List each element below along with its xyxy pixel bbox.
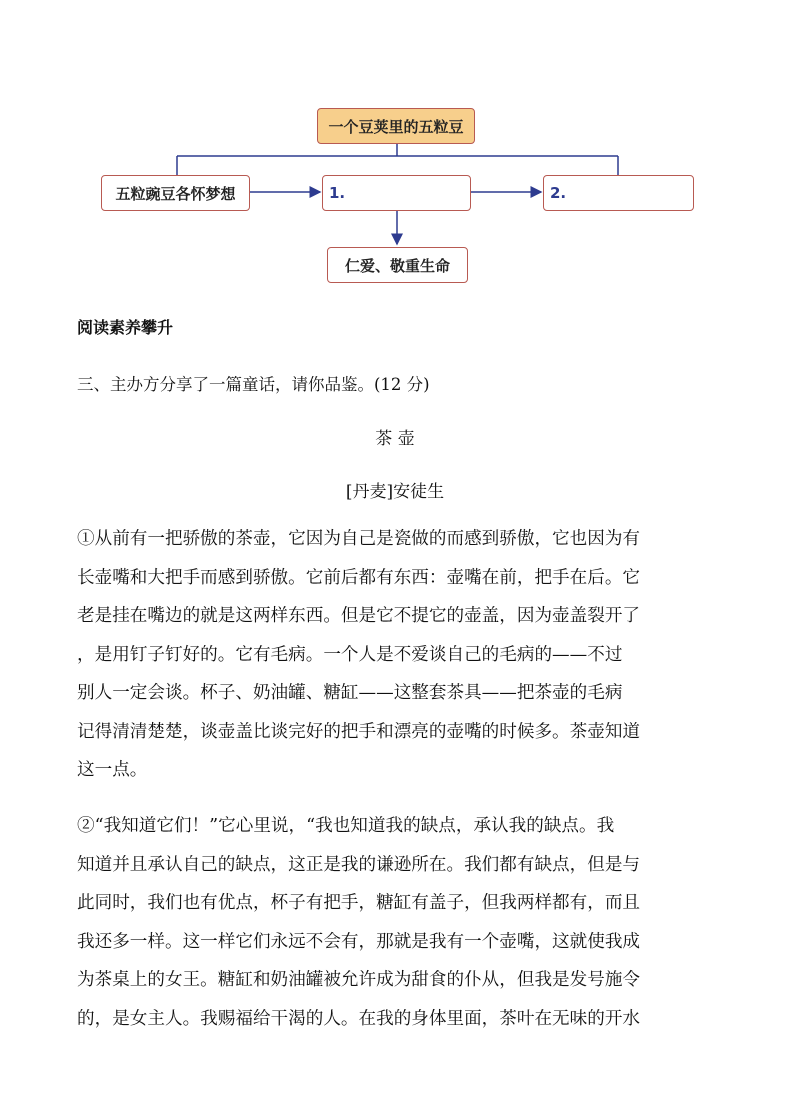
section-heading: 阅读素养攀升 bbox=[77, 318, 174, 337]
story-paragraph-1 bbox=[77, 520, 717, 790]
paragraph-line: 老是挂在嘴边的就是这两样东西。但是它不提它的壶盖，因为壶盖裂开了 bbox=[77, 606, 641, 626]
diagram-blank-1: 1. bbox=[322, 175, 471, 211]
diagram-blank-2: 2. bbox=[543, 175, 694, 211]
mind-map-diagram bbox=[0, 0, 790, 300]
diagram-left-node: 五粒豌豆各怀梦想 bbox=[101, 175, 250, 211]
paragraph-line: 的，是女主人。我赐福给干渴的人。在我的身体里面，茶叶在无味的开水 bbox=[77, 1008, 641, 1029]
paragraph-line: 记得清清楚楚，谈壶盖比谈完好的把手和漂亮的壶嘴的时候多。茶壶知道 bbox=[77, 721, 641, 742]
diagram-bottom-node: 仁爱、敬重生命 bbox=[327, 247, 468, 283]
paragraph-line: 知道并且承认自己的缺点，这正是我的谦逊所在。我们都有缺点，但是与 bbox=[77, 854, 641, 875]
paragraph-line: 这一点。 bbox=[77, 760, 148, 780]
diagram-title-node: 一个豆荚里的五粒豆 bbox=[317, 108, 475, 144]
paragraph-line: ，是用钉子钉好的。它有毛病。一个人是不爱谈自己的毛病的——不过 bbox=[77, 644, 623, 665]
story-author: [丹麦]安徒生 bbox=[345, 482, 445, 502]
paragraph-line: 我还多一样。这一样它们永远不会有，那就是我有一个壶嘴，这就使我成 bbox=[77, 931, 641, 952]
question-prompt: 三、主办方分享了一篇童话，请你品鉴。(12 分) bbox=[77, 375, 430, 394]
story-title: 茶 壶 bbox=[375, 429, 415, 449]
story-paragraph-2 bbox=[77, 807, 717, 1038]
paragraph-line: 此同时，我们也有优点，杯子有把手，糖缸有盖子，但我两样都有，而且 bbox=[77, 893, 641, 913]
paragraph-line: 为茶桌上的女王。糖缸和奶油罐被允许成为甜食的仆从，但我是发号施令 bbox=[77, 970, 641, 990]
paragraph-line: 别人一定会谈。杯子、奶油罐、糖缸——这整套茶具——把茶壶的毛病 bbox=[77, 683, 623, 703]
paragraph-line: ①从前有一把骄傲的茶壶，它因为自己是瓷做的而感到骄傲，它也因为有 bbox=[77, 529, 641, 549]
paragraph-line: ②“我知道它们！”它心里说，“我也知道我的缺点，承认我的缺点。我 bbox=[77, 816, 615, 836]
paragraph-line: 长壶嘴和大把手而感到骄傲。它前后都有东西：壶嘴在前，把手在后。它 bbox=[77, 567, 641, 588]
